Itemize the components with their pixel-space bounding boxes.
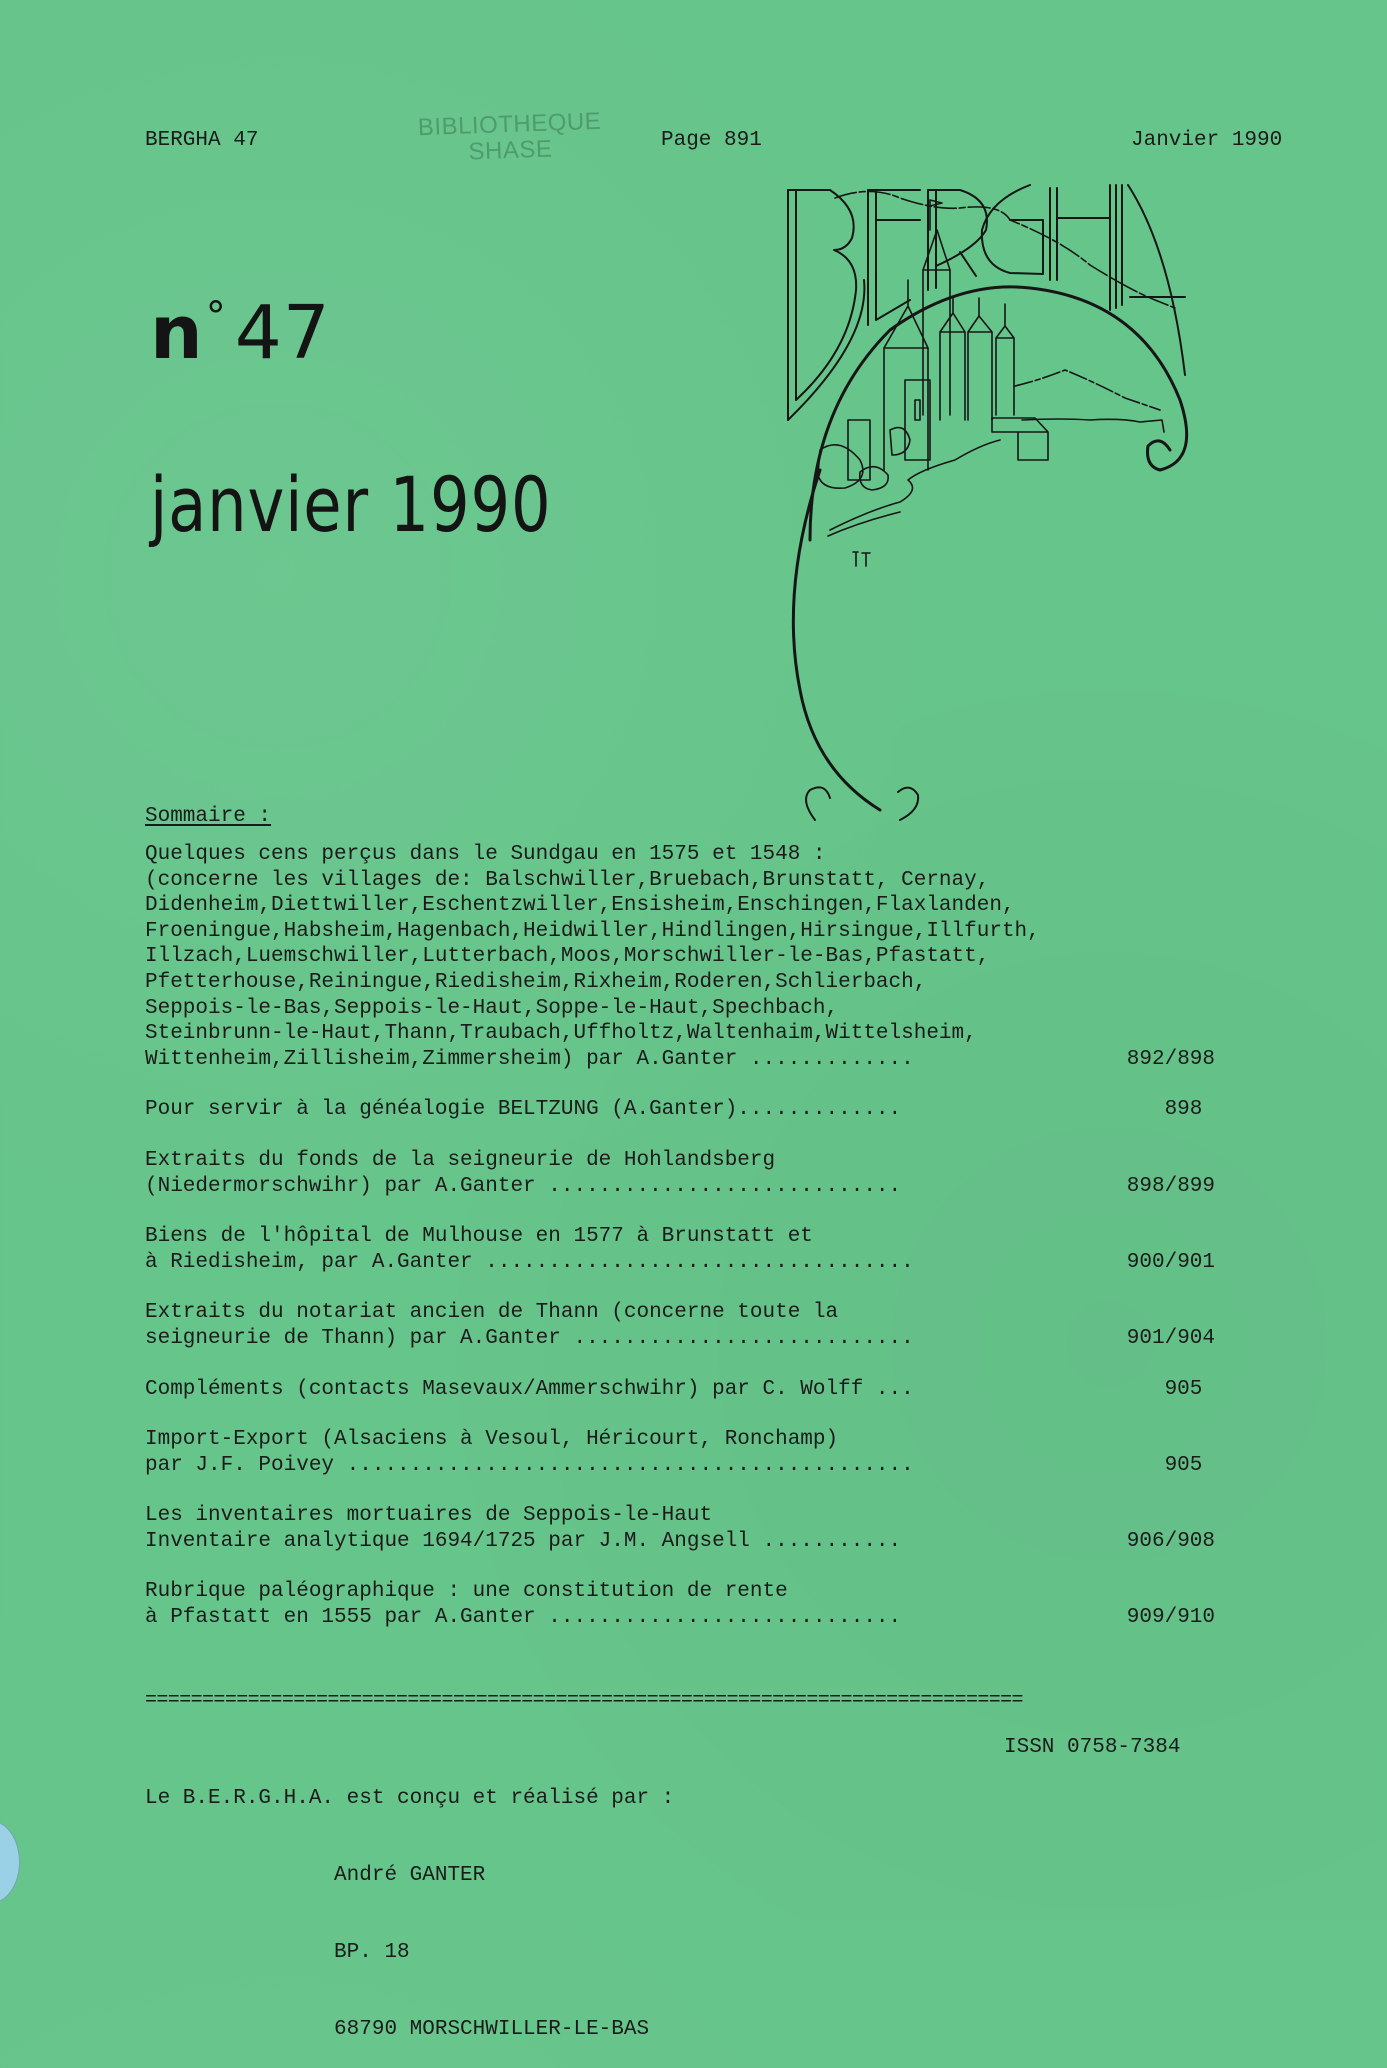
toc-entry bbox=[145, 842, 1265, 1072]
toc-entry bbox=[145, 1427, 1265, 1478]
toc-entry-line: Steinbrunn-le-Haut,Thann,Traubach,Uffholtz,Waltenhaim,Wittelsheim, bbox=[145, 1022, 977, 1046]
toc-entry-line: Biens de l'hôpital de Mulhouse en 1577 à Brunstatt et bbox=[145, 1225, 813, 1249]
toc-entry bbox=[145, 1148, 1265, 1199]
header-date: Janvier 1990 bbox=[1131, 129, 1283, 152]
frame-bottom-scroll-right bbox=[898, 788, 918, 820]
toc-entry-line: (concerne les villages de: Balschwiller,Bruebach,Brunstatt, Cernay, bbox=[145, 868, 990, 892]
toc-entry-line: Extraits du fonds de la seigneurie de Hohlandsberg bbox=[145, 1148, 776, 1172]
toc-entry bbox=[145, 1300, 1265, 1351]
toc-page-ref: 892/898 bbox=[1126, 1047, 1215, 1071]
stamp-line-1: BIBLIOTHEQUE bbox=[417, 107, 602, 142]
toc-entry-line: Froeningue,Habsheim,Hagenbach,Heidwiller,Hindlingen,Hirsingue,Illfurth, bbox=[145, 919, 1040, 943]
logo-letter-h bbox=[1050, 185, 1116, 310]
toc-entry-line: Extraits du notariat ancien de Thann (concerne toute la bbox=[145, 1301, 839, 1325]
separator-rule: ============================================================================= bbox=[145, 1689, 1023, 1712]
toc-entry-line: (Niedermorschwihr) par A.Ganter ............................ bbox=[145, 1174, 902, 1198]
issue-number-title bbox=[150, 290, 331, 376]
toc-entry bbox=[145, 1224, 1265, 1275]
toc-entry bbox=[145, 1097, 1265, 1123]
toc-entry-line: Seppois-le-Bas,Seppois-le-Haut,Soppe-le-Haut,Spechbach, bbox=[145, 996, 839, 1020]
toc-entry-line: Didenheim,Diettwiller,Eschentzwiller,Ensisheim,Enschingen,Flaxlanden, bbox=[145, 894, 1015, 918]
toc-page-ref: 901/904 bbox=[1126, 1326, 1215, 1350]
colophon-author: André GANTER bbox=[145, 1863, 486, 1887]
toc-page-ref: 898 bbox=[1164, 1098, 1215, 1122]
toc-entry bbox=[145, 1377, 1265, 1403]
toc-entry-line: Wittenheim,Zillisheim,Zimmersheim) par A.Ganter ............. bbox=[145, 1047, 914, 1071]
header-page-number: Page 891 bbox=[661, 129, 762, 152]
mountain-ridge bbox=[835, 192, 1175, 309]
toc-entry-line: Compléments (contacts Masevaux/Ammerschwihr) par C. Wolff ... bbox=[145, 1377, 914, 1401]
issue-prefix: n bbox=[150, 290, 204, 376]
toc-page-ref: 898/899 bbox=[1126, 1174, 1215, 1198]
castle-drawing bbox=[818, 200, 1164, 566]
stamp-line-2: SHASE bbox=[468, 135, 553, 166]
toc-entry-line: Import-Export (Alsaciens à Vesoul, Héricourt, Ronchamp) bbox=[145, 1428, 839, 1452]
header-journal-issue: BERGHA 47 bbox=[145, 129, 259, 152]
toc-entry-line: Inventaire analytique 1694/1725 par J.M. Angsell ........... bbox=[145, 1529, 902, 1553]
toc-entry-line: seigneurie de Thann) par A.Ganter ........................... bbox=[145, 1326, 914, 1350]
toc-page-ref: 905 bbox=[1164, 1453, 1215, 1477]
frame-arc bbox=[810, 287, 1187, 540]
issn-number: ISSN 0758-7384 bbox=[1004, 1736, 1181, 1759]
table-of-contents bbox=[145, 842, 1265, 1656]
issue-date-title: janvier 1990 bbox=[150, 460, 552, 549]
mountain-small bbox=[1015, 370, 1160, 410]
colophon-address: 68790 MORSCHWILLER-LE-BAS bbox=[145, 2017, 650, 2041]
logo-letter-b bbox=[788, 190, 864, 420]
colophon bbox=[145, 1735, 674, 2068]
toc-entry-line: Pfetterhouse,Reiningue,Riedisheim,Rixheim,Roderen,Schlierbach, bbox=[145, 970, 927, 994]
library-stamp bbox=[399, 108, 621, 168]
toc-entry-line: Rubrique paléographique : une constitution de rente bbox=[145, 1580, 788, 1604]
logo-letter-e bbox=[868, 190, 920, 325]
toc-entry-line: Les inventaires mortuaires de Seppois-le-Haut bbox=[145, 1504, 713, 1528]
toc-entry-line: Illzach,Luemschwiller,Lutterbach,Moos,Morschwiller-le-Bas,Pfastatt, bbox=[145, 945, 990, 969]
toc-entry-line: Pour servir à la généalogie BELTZUNG (A.Ganter)............. bbox=[145, 1098, 902, 1122]
toc-entry bbox=[145, 1503, 1265, 1554]
toc-page-ref: 905 bbox=[1164, 1377, 1215, 1401]
colophon-postbox: BP. 18 bbox=[145, 1940, 410, 1964]
toc-page-ref: 906/908 bbox=[1126, 1529, 1215, 1553]
toc-entry-line: Quelques cens perçus dans le Sundgau en 1575 et 1548 : bbox=[145, 843, 826, 866]
sommaire-heading: Sommaire : bbox=[145, 805, 272, 828]
blue-sticker bbox=[0, 1820, 20, 1904]
colophon-line: Le B.E.R.G.H.A. est conçu et réalisé par : bbox=[145, 1787, 675, 1811]
degree-sign: ° bbox=[205, 294, 227, 340]
toc-entry bbox=[145, 1579, 1265, 1630]
frame-bottom-scroll-left bbox=[806, 787, 830, 820]
toc-page-ref: 909/910 bbox=[1126, 1606, 1215, 1630]
bergha-logo-illustration bbox=[760, 170, 1210, 830]
toc-entry-line: à Pfastatt en 1555 par A.Ganter ............................ bbox=[145, 1606, 902, 1630]
toc-page-ref: 900/901 bbox=[1126, 1250, 1215, 1274]
toc-entry-line: à Riedisheim, par A.Ganter .................................. bbox=[145, 1250, 914, 1274]
logo-letter-a bbox=[1122, 185, 1185, 375]
toc-entry-line: par J.F. Poivey ............................................. bbox=[145, 1453, 914, 1477]
issue-number: 47 bbox=[234, 290, 331, 376]
